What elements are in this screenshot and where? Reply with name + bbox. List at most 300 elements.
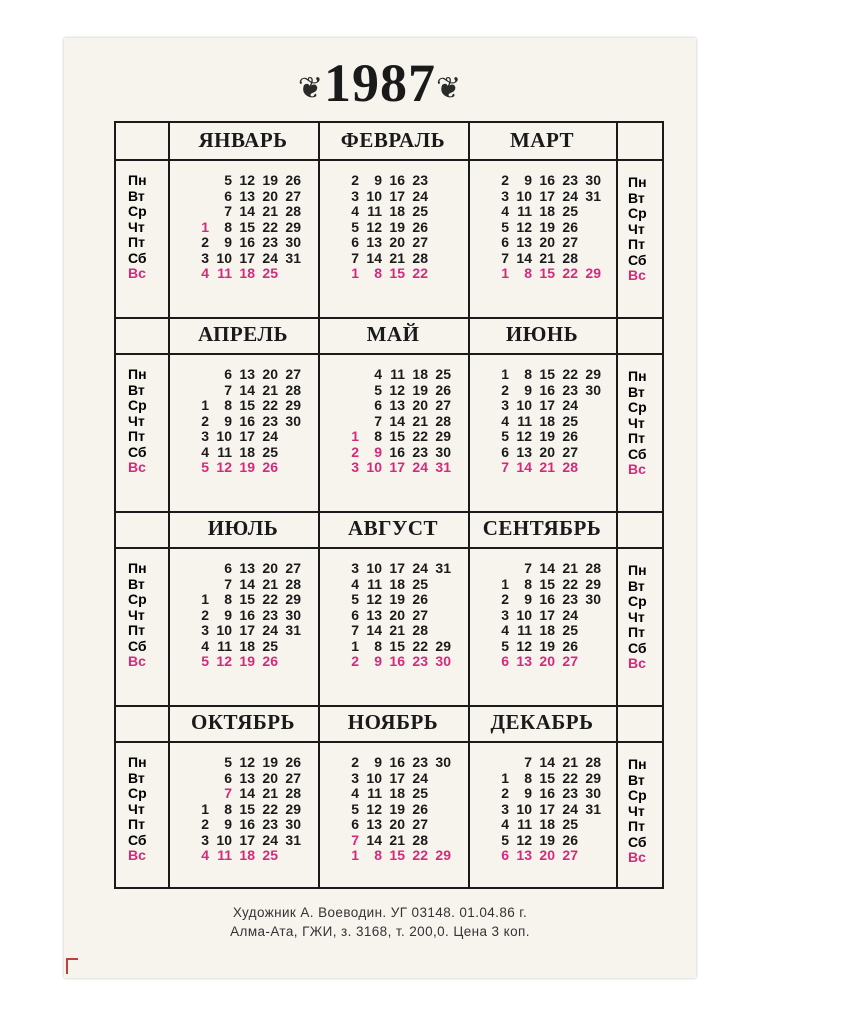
- day-number: 16: [389, 653, 405, 669]
- weekday-label: Пт: [128, 816, 145, 832]
- weekday-label: Вс: [628, 655, 646, 671]
- day-number: 14: [366, 622, 382, 638]
- day-number: 8: [374, 265, 382, 281]
- year-text: 1987: [324, 53, 436, 113]
- day-number: 26: [262, 653, 278, 669]
- day-number: 24: [562, 800, 578, 817]
- day-number: 29: [585, 769, 601, 786]
- week-row: [338, 833, 488, 849]
- day-number: 11: [367, 203, 382, 219]
- footer-line-2: Алма-Ата, ГЖИ, з. 3168, т. 200,0. Цена 3 коп.: [230, 924, 530, 939]
- day-number: 17: [239, 249, 255, 266]
- day-number: 28: [435, 412, 451, 429]
- week-row: [488, 771, 638, 787]
- month-name: НОЯБРЬ: [347, 710, 439, 734]
- day-number: 15: [389, 847, 405, 863]
- weekday-label: Вт: [128, 769, 145, 786]
- day-number: 30: [285, 234, 301, 250]
- week-row: [188, 848, 338, 864]
- month-days: [488, 173, 638, 282]
- day-number: 7: [501, 459, 509, 475]
- day-number: 27: [562, 234, 578, 250]
- day-number: 6: [351, 816, 359, 832]
- day-number: 23: [412, 754, 428, 770]
- day-number: 23: [262, 816, 278, 832]
- day-number: 30: [285, 606, 301, 623]
- weekday-label: Пн: [128, 366, 147, 382]
- day-number: 21: [389, 622, 405, 638]
- week-row: [338, 561, 488, 577]
- day-number: 1: [501, 769, 509, 786]
- day-number: 28: [412, 622, 428, 638]
- day-number: 25: [562, 622, 578, 638]
- day-number: 10: [516, 606, 532, 623]
- weekday-label: Чт: [128, 412, 145, 429]
- day-number: 7: [351, 249, 359, 266]
- month-days: [488, 367, 638, 476]
- day-number: 23: [262, 412, 278, 429]
- day-number: 8: [524, 769, 532, 786]
- week-row: [188, 802, 338, 818]
- weekday-column-left: [116, 561, 160, 670]
- day-number: 24: [562, 606, 578, 623]
- day-number: 10: [216, 249, 232, 266]
- month-days: [488, 755, 638, 864]
- weekday-label: Пт: [628, 236, 645, 252]
- weekday-label: Пн: [628, 756, 647, 772]
- weekday-label: Пт: [128, 428, 145, 444]
- day-number: 14: [539, 754, 555, 770]
- day-number: 26: [562, 637, 578, 654]
- weekday-label: Сб: [628, 833, 647, 850]
- day-number: 25: [262, 847, 278, 863]
- day-number: 21: [412, 412, 428, 429]
- day-number: 8: [224, 591, 232, 607]
- day-number: 9: [374, 172, 382, 188]
- week-row: [488, 639, 638, 655]
- day-number: 16: [239, 412, 255, 429]
- day-number: 30: [435, 443, 451, 460]
- week-row: [338, 755, 488, 771]
- day-number: 18: [239, 847, 255, 863]
- week-row: [188, 755, 338, 771]
- day-number: 15: [389, 637, 405, 654]
- day-number: 2: [501, 785, 509, 801]
- day-number: 15: [239, 591, 255, 607]
- day-number: 14: [539, 560, 555, 576]
- day-number: 12: [366, 800, 382, 817]
- day-number: 19: [389, 218, 405, 235]
- day-number: 10: [366, 560, 382, 576]
- weekday-label: Вс: [128, 265, 146, 281]
- day-number: 6: [501, 653, 509, 669]
- day-number: 7: [224, 575, 232, 592]
- day-number: 3: [501, 606, 509, 623]
- month-days: [188, 561, 338, 670]
- header-divider: [116, 741, 662, 743]
- day-number: 5: [374, 381, 382, 398]
- week-row: [188, 189, 338, 205]
- week-row: [488, 414, 638, 430]
- day-number: 27: [285, 769, 301, 786]
- month-days: [338, 561, 488, 670]
- day-number: 5: [201, 459, 209, 475]
- day-number: 11: [217, 847, 232, 863]
- weekday-label: Пн: [628, 562, 647, 578]
- day-number: 8: [224, 218, 232, 235]
- day-number: 10: [216, 428, 232, 444]
- day-number: 20: [262, 560, 278, 576]
- day-number: 27: [285, 366, 301, 382]
- week-row: [338, 802, 488, 818]
- day-number: 15: [389, 428, 405, 444]
- day-number: 28: [585, 754, 601, 770]
- day-number: 19: [539, 218, 555, 235]
- day-number: 21: [262, 203, 278, 219]
- week-row: [188, 429, 338, 445]
- day-number: 26: [562, 218, 578, 235]
- day-number: 29: [285, 591, 301, 607]
- day-number: 15: [389, 265, 405, 281]
- day-number: 7: [224, 785, 232, 801]
- day-number: 27: [562, 443, 578, 460]
- weekday-label: Вс: [128, 653, 146, 669]
- week-row: [188, 445, 338, 461]
- week-row: [488, 220, 638, 236]
- day-number: 28: [285, 575, 301, 592]
- day-number: 31: [285, 249, 301, 266]
- day-number: 14: [366, 831, 382, 848]
- weekday-label: Ср: [628, 399, 647, 415]
- day-number: 21: [539, 249, 555, 266]
- day-number: 16: [239, 606, 255, 623]
- day-number: 4: [501, 622, 509, 638]
- day-number: 28: [285, 203, 301, 219]
- week-row: [338, 771, 488, 787]
- day-number: 14: [239, 203, 255, 219]
- month-name: ЯНВАРЬ: [198, 128, 288, 152]
- day-number: 24: [262, 622, 278, 638]
- day-number: 21: [539, 459, 555, 475]
- month-days: [338, 173, 488, 282]
- day-number: 8: [374, 428, 382, 444]
- month-name: АПРЕЛЬ: [197, 322, 289, 346]
- month-days: [488, 561, 638, 670]
- day-number: 17: [389, 769, 405, 786]
- day-number: 24: [262, 428, 278, 444]
- day-number: 4: [351, 575, 359, 592]
- day-number: 4: [201, 847, 209, 863]
- month-name: АВГУСТ: [347, 516, 439, 540]
- day-number: 24: [562, 397, 578, 413]
- weekday-label: Ср: [128, 785, 147, 801]
- day-number: 28: [285, 785, 301, 801]
- day-number: 30: [585, 381, 601, 398]
- day-number: 13: [516, 653, 532, 669]
- day-number: 25: [562, 203, 578, 219]
- day-number: 18: [239, 265, 255, 281]
- week-row: [338, 817, 488, 833]
- weekday-label: Ср: [128, 203, 147, 219]
- day-number: 25: [262, 637, 278, 654]
- day-number: 25: [412, 575, 428, 592]
- day-number: 23: [262, 234, 278, 250]
- day-number: 14: [239, 785, 255, 801]
- day-number: 2: [501, 172, 509, 188]
- day-number: 24: [412, 459, 428, 475]
- week-row: [188, 561, 338, 577]
- day-number: 27: [412, 606, 428, 623]
- day-number: 2: [351, 443, 359, 460]
- day-number: 22: [262, 218, 278, 235]
- weekday-label: Вс: [128, 459, 146, 475]
- day-number: 21: [389, 249, 405, 266]
- day-number: 25: [262, 443, 278, 460]
- day-number: 3: [201, 428, 209, 444]
- weekday-label: Пн: [128, 560, 147, 576]
- day-number: 29: [435, 637, 451, 654]
- weekday-label: Сб: [628, 251, 647, 268]
- weekday-label: Сб: [128, 637, 147, 654]
- week-row: [488, 398, 638, 414]
- month-days: [338, 755, 488, 864]
- day-number: 16: [389, 443, 405, 460]
- week-row: [338, 460, 488, 476]
- week-row: [188, 577, 338, 593]
- week-row: [488, 848, 638, 864]
- weekday-label: Пт: [628, 430, 645, 446]
- weekday-label: Вт: [128, 187, 145, 204]
- day-number: 27: [562, 653, 578, 669]
- month-days: [188, 755, 338, 864]
- month-days: [188, 173, 338, 282]
- month-name: ИЮЛЬ: [207, 516, 279, 540]
- day-number: 8: [374, 637, 382, 654]
- day-number: 26: [435, 381, 451, 398]
- day-number: 19: [389, 800, 405, 817]
- week-row: [188, 398, 338, 414]
- day-number: 6: [374, 397, 382, 413]
- day-number: 28: [562, 249, 578, 266]
- weekday-label: Чт: [128, 800, 145, 817]
- weekday-label: Ср: [628, 787, 647, 803]
- day-number: 13: [366, 816, 382, 832]
- day-number: 31: [585, 187, 601, 204]
- calendar-grid: [114, 121, 664, 889]
- day-number: 23: [262, 606, 278, 623]
- day-number: 22: [412, 265, 428, 281]
- footer-line-1: Художник А. Воеводин. УГ 03148. 01.04.86 г.: [232, 905, 528, 920]
- day-number: 6: [224, 187, 232, 204]
- week-row: [488, 577, 638, 593]
- day-number: 3: [351, 560, 359, 576]
- day-number: 10: [366, 459, 382, 475]
- day-number: 20: [539, 653, 555, 669]
- day-number: 27: [412, 816, 428, 832]
- day-number: 2: [501, 591, 509, 607]
- day-number: 20: [389, 816, 405, 832]
- day-number: 1: [351, 847, 359, 863]
- day-number: 17: [239, 831, 255, 848]
- day-number: 22: [412, 428, 428, 444]
- day-number: 7: [224, 203, 232, 219]
- day-number: 9: [224, 816, 232, 832]
- day-number: 22: [262, 800, 278, 817]
- weekday-label: Вт: [128, 381, 145, 398]
- day-number: 15: [539, 366, 555, 382]
- day-number: 1: [201, 591, 209, 607]
- day-number: 4: [201, 443, 209, 460]
- day-number: 7: [351, 622, 359, 638]
- week-row: [188, 204, 338, 220]
- day-number: 28: [585, 560, 601, 576]
- week-row: [338, 266, 488, 282]
- day-number: 6: [501, 234, 509, 250]
- day-number: 26: [562, 428, 578, 444]
- day-number: 3: [201, 831, 209, 848]
- day-number: 6: [501, 443, 509, 460]
- day-number: 30: [285, 412, 301, 429]
- header-divider: [116, 159, 662, 161]
- day-number: 9: [374, 653, 382, 669]
- day-number: 27: [412, 234, 428, 250]
- day-number: 13: [239, 769, 255, 786]
- day-number: 14: [389, 412, 405, 429]
- day-number: 3: [351, 459, 359, 475]
- day-number: 23: [412, 653, 428, 669]
- day-number: 22: [562, 575, 578, 592]
- day-number: 9: [524, 381, 532, 398]
- weekday-label: Чт: [628, 608, 645, 625]
- week-row: [188, 460, 338, 476]
- day-number: 13: [516, 847, 532, 863]
- day-number: 9: [524, 785, 532, 801]
- day-number: 10: [516, 397, 532, 413]
- week-row: [488, 561, 638, 577]
- week-row: [338, 608, 488, 624]
- weekday-label: Пт: [128, 234, 145, 250]
- day-number: 6: [224, 769, 232, 786]
- day-number: 18: [239, 637, 255, 654]
- day-number: 26: [262, 459, 278, 475]
- day-number: 4: [201, 265, 209, 281]
- week-row: [338, 398, 488, 414]
- week-row: [188, 771, 338, 787]
- week-row: [188, 592, 338, 608]
- ornament-right-icon: ❦: [436, 72, 463, 106]
- day-number: 7: [351, 831, 359, 848]
- day-number: 20: [539, 234, 555, 250]
- weekday-label: Ср: [128, 397, 147, 413]
- day-number: 27: [285, 187, 301, 204]
- weekday-column-left: [116, 755, 160, 864]
- day-number: 13: [366, 234, 382, 250]
- weekday-label: Пт: [628, 818, 645, 834]
- day-number: 4: [501, 203, 509, 219]
- day-number: 1: [501, 265, 509, 281]
- weekday-label: Вт: [628, 771, 645, 788]
- day-number: 28: [412, 249, 428, 266]
- day-number: 3: [351, 769, 359, 786]
- week-row: [188, 639, 338, 655]
- day-number: 27: [562, 847, 578, 863]
- day-number: 24: [262, 249, 278, 266]
- week-row: [488, 802, 638, 818]
- day-number: 29: [285, 218, 301, 235]
- day-number: 12: [516, 428, 532, 444]
- day-number: 8: [524, 265, 532, 281]
- day-number: 1: [351, 265, 359, 281]
- imprint-footer: [64, 903, 696, 941]
- week-row: [338, 654, 488, 670]
- day-number: 27: [435, 397, 451, 413]
- day-number: 11: [517, 816, 532, 832]
- month-name: ФЕВРАЛЬ: [340, 128, 446, 152]
- day-number: 5: [224, 754, 232, 770]
- day-number: 23: [562, 785, 578, 801]
- week-row: [338, 220, 488, 236]
- weekday-label: Вс: [128, 847, 146, 863]
- week-row: [488, 367, 638, 383]
- day-number: 8: [524, 366, 532, 382]
- day-number: 30: [585, 591, 601, 607]
- day-number: 4: [501, 412, 509, 429]
- day-number: 19: [389, 591, 405, 607]
- week-row: [188, 608, 338, 624]
- day-number: 2: [201, 412, 209, 429]
- day-number: 21: [262, 575, 278, 592]
- day-number: 7: [501, 249, 509, 266]
- day-number: 28: [412, 831, 428, 848]
- day-number: 23: [412, 172, 428, 188]
- day-number: 24: [412, 187, 428, 204]
- week-row: [188, 220, 338, 236]
- month-days: [188, 367, 338, 476]
- day-number: 17: [539, 800, 555, 817]
- day-number: 11: [390, 366, 405, 382]
- weekday-label: Пт: [128, 622, 145, 638]
- day-number: 22: [562, 366, 578, 382]
- week-row: [488, 429, 638, 445]
- day-number: 18: [539, 816, 555, 832]
- weekday-label: Сб: [128, 443, 147, 460]
- week-row: [188, 383, 338, 399]
- weekday-label: Пн: [628, 174, 647, 190]
- day-number: 12: [389, 381, 405, 398]
- day-number: 2: [201, 816, 209, 832]
- day-number: 30: [285, 816, 301, 832]
- day-number: 31: [585, 800, 601, 817]
- day-number: 21: [562, 560, 578, 576]
- day-number: 8: [374, 847, 382, 863]
- day-number: 11: [517, 203, 532, 219]
- day-number: 18: [539, 203, 555, 219]
- weekday-label: Вс: [628, 849, 646, 865]
- day-number: 18: [539, 622, 555, 638]
- day-number: 4: [501, 816, 509, 832]
- day-number: 28: [285, 381, 301, 398]
- day-number: 30: [585, 785, 601, 801]
- day-number: 17: [389, 459, 405, 475]
- day-number: 20: [539, 443, 555, 460]
- weekday-column-left: [116, 367, 160, 476]
- day-number: 17: [389, 187, 405, 204]
- day-number: 29: [585, 575, 601, 592]
- weekday-label: Пт: [628, 624, 645, 640]
- day-number: 17: [239, 622, 255, 638]
- week-row: [488, 189, 638, 205]
- day-number: 16: [389, 754, 405, 770]
